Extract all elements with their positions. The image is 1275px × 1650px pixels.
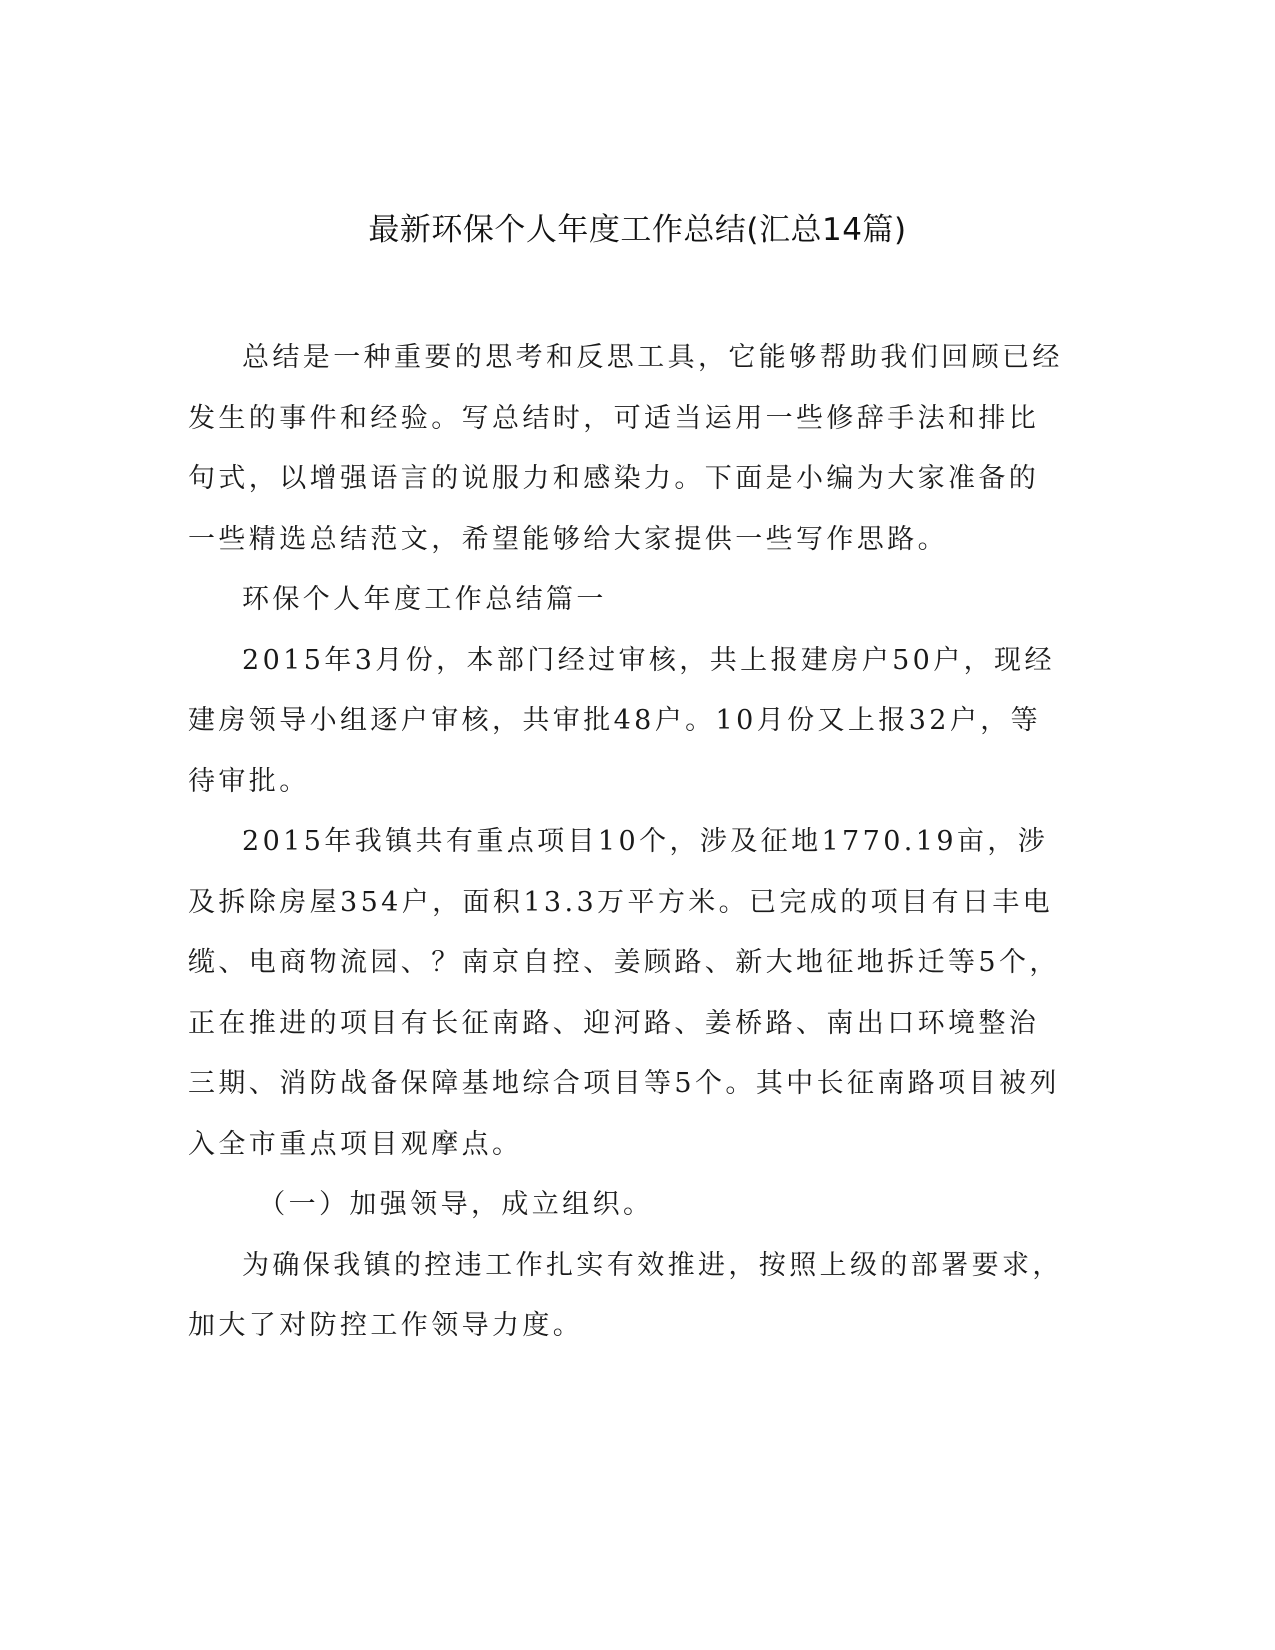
housing-paragraph: 2015年3月份，本部门经过审核，共上报建房户50户，现经建房领导小组逐户审核，共审批48户。10月份又上报32户，等待审批。	[188, 644, 1055, 797]
section-heading: 环保个人年度工作总结篇一	[242, 584, 607, 615]
subheading-leadership: （一）加强领导，成立组织。	[258, 1189, 654, 1220]
projects-paragraph: 2015年我镇共有重点项目10个，涉及征地1770.19亩，涉及拆除房屋354户，面积13.3万平方米。已完成的项目有日丰电缆、电商物流园、？南京自控、姜顾路、新大地征地拆迁等5个，正在推进的项目有长征南路、迎河路、姜桥路、南出口环境整治三期、消防战备保障基地综合项目等5个。其中长征南路项目被列入全市重点项目观摩点。	[188, 826, 1060, 1160]
document-body	[188, 328, 1068, 1357]
document-title: 最新环保个人年度工作总结(汇总14篇)	[368, 212, 907, 248]
control-paragraph: 为确保我镇的控违工作扎实有效推进，按照上级的部署要求，加大了对防控工作领导力度。	[188, 1249, 1063, 1341]
intro-paragraph: 总结是一种重要的思考和反思工具，它能够帮助我们回顾已经发生的事件和经验。写总结时，可适当运用一些修辞手法和排比句式，以增强语言的说服力和感染力。下面是小编为大家准备的一些精选总结范文，希望能够给大家提供一些写作思路。	[188, 342, 1063, 555]
